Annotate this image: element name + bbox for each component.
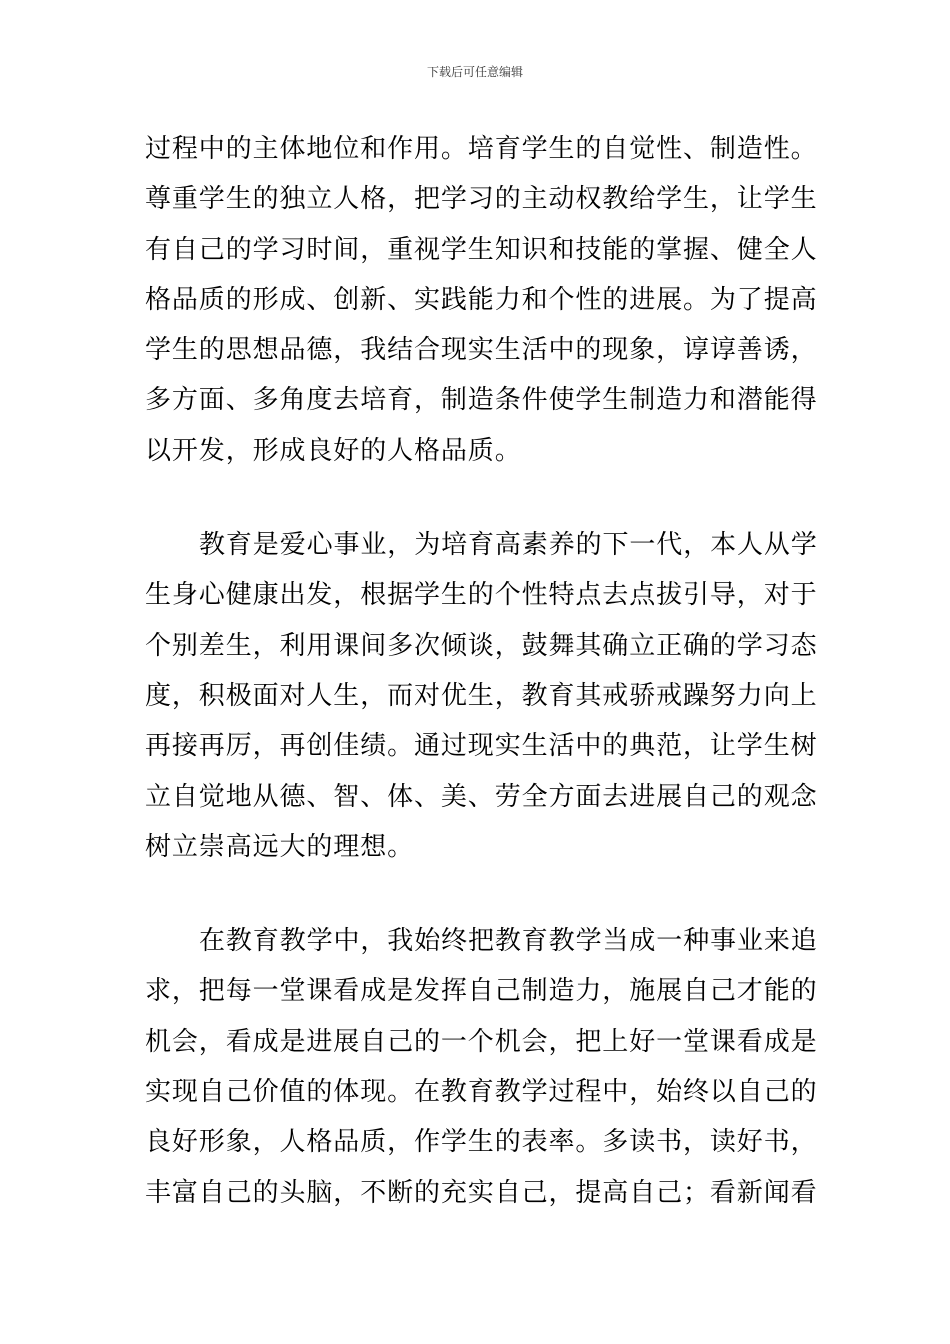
paragraph-spacer: [145, 476, 810, 520]
text-line: 多方面、多角度去培育，制造条件使学生制造力和潜能得: [145, 385, 818, 416]
paragraph-spacer: [145, 872, 810, 916]
text-line: 丰富自己的头脑，不断的充实自己，提高自己；看新闻看: [145, 1177, 818, 1208]
paragraph-1: [145, 124, 818, 476]
text-line: 个别差生，利用课间多次倾谈，鼓舞其确立正确的学习态: [145, 630, 818, 661]
paragraph-2: [145, 520, 818, 872]
text-line: 机会，看成是进展自己的一个机会，把上好一堂课看成是: [145, 1026, 818, 1057]
text-line: 过程中的主体地位和作用。培育学生的自觉性、制造性。: [145, 134, 818, 164]
text-line: 实现自己价值的体现。在教育教学过程中，始终以自己的: [145, 1077, 818, 1108]
text-line: 教育是爱心事业，为培育高素养的下一代，本人从学: [199, 530, 818, 561]
text-line: 再接再厉，再创佳绩。通过现实生活中的典范，让学生树: [145, 731, 818, 762]
text-line: 以开发，形成良好的人格品质。: [145, 435, 522, 466]
text-line: 求，把每一堂课看成是发挥自己制造力，施展自己才能的: [145, 976, 818, 1007]
text-line: 学生的思想品德，我结合现实生活中的现象，谆谆善诱，: [145, 335, 818, 366]
text-line: 格品质的形成、创新、实践能力和个性的进展。为了提高: [145, 284, 818, 315]
text-line: 树立崇高远大的理想。: [145, 831, 415, 862]
text-line: 尊重学生的独立人格，把学习的主动权教给学生，让学生: [145, 184, 818, 215]
paragraph-3: [145, 916, 818, 1218]
text-line: 度，积极面对人生，而对优生，教育其戒骄戒躁努力向上: [145, 680, 818, 711]
page-header: 下载后可任意编辑: [426, 65, 523, 79]
text-line: 良好形象，人格品质，作学生的表率。多读书，读好书，: [145, 1127, 818, 1158]
text-line: 生身心健康出发，根据学生的个性特点去点拔引导，对于: [145, 580, 818, 611]
text-line: 在教育教学中，我始终把教育教学当成一种事业来追: [199, 926, 818, 957]
text-line: 有自己的学习时间，重视学生知识和技能的掌握、健全人: [145, 234, 818, 265]
document-body: [145, 124, 818, 1218]
text-line: 立自觉地从德、智、体、美、劳全方面去进展自己的观念: [145, 781, 818, 812]
